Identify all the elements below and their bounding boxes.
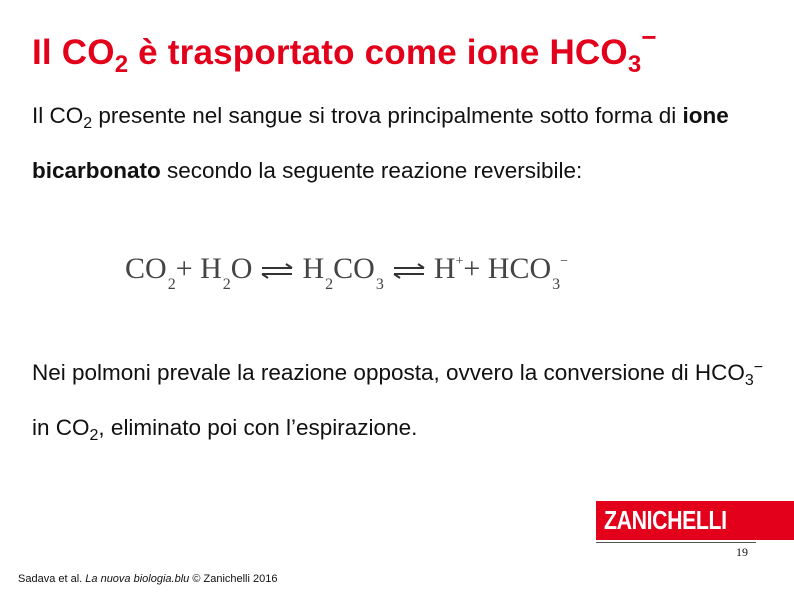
slide-title: Il $CO_2$ è trasportato come ione $HCO_3^-$ [32,22,657,78]
lungs-paragraph: Nei polmoni prevale la reazione opposta, ovvero la conversione di $HCO_3^-$ in $CO_2$, eliminato poi con l’espirazione. [32,359,764,444]
bicarbonate-term: ione bicarbonato [32,103,729,183]
reaction-equation: $CO_2+ H_2O$ $H_2CO_3$ $H^++ HCO_3^-$ [125,252,569,293]
page-number: 19 [736,545,748,559]
equilibrium-arrow-icon [392,263,426,279]
zanichelli-logo: ZANICHELLI [596,501,794,540]
equilibrium-arrow-icon [260,263,294,279]
footer-divider [596,542,756,543]
source-citation: Sadava et al. La nuova biologia.blu © Zanichelli 2016 [18,573,278,585]
intro-paragraph: Il $CO_2$ presente nel sangue si trova principalmente sotto forma di ione bicarbonato secondo la seguente reazione reversibile: [32,103,729,183]
